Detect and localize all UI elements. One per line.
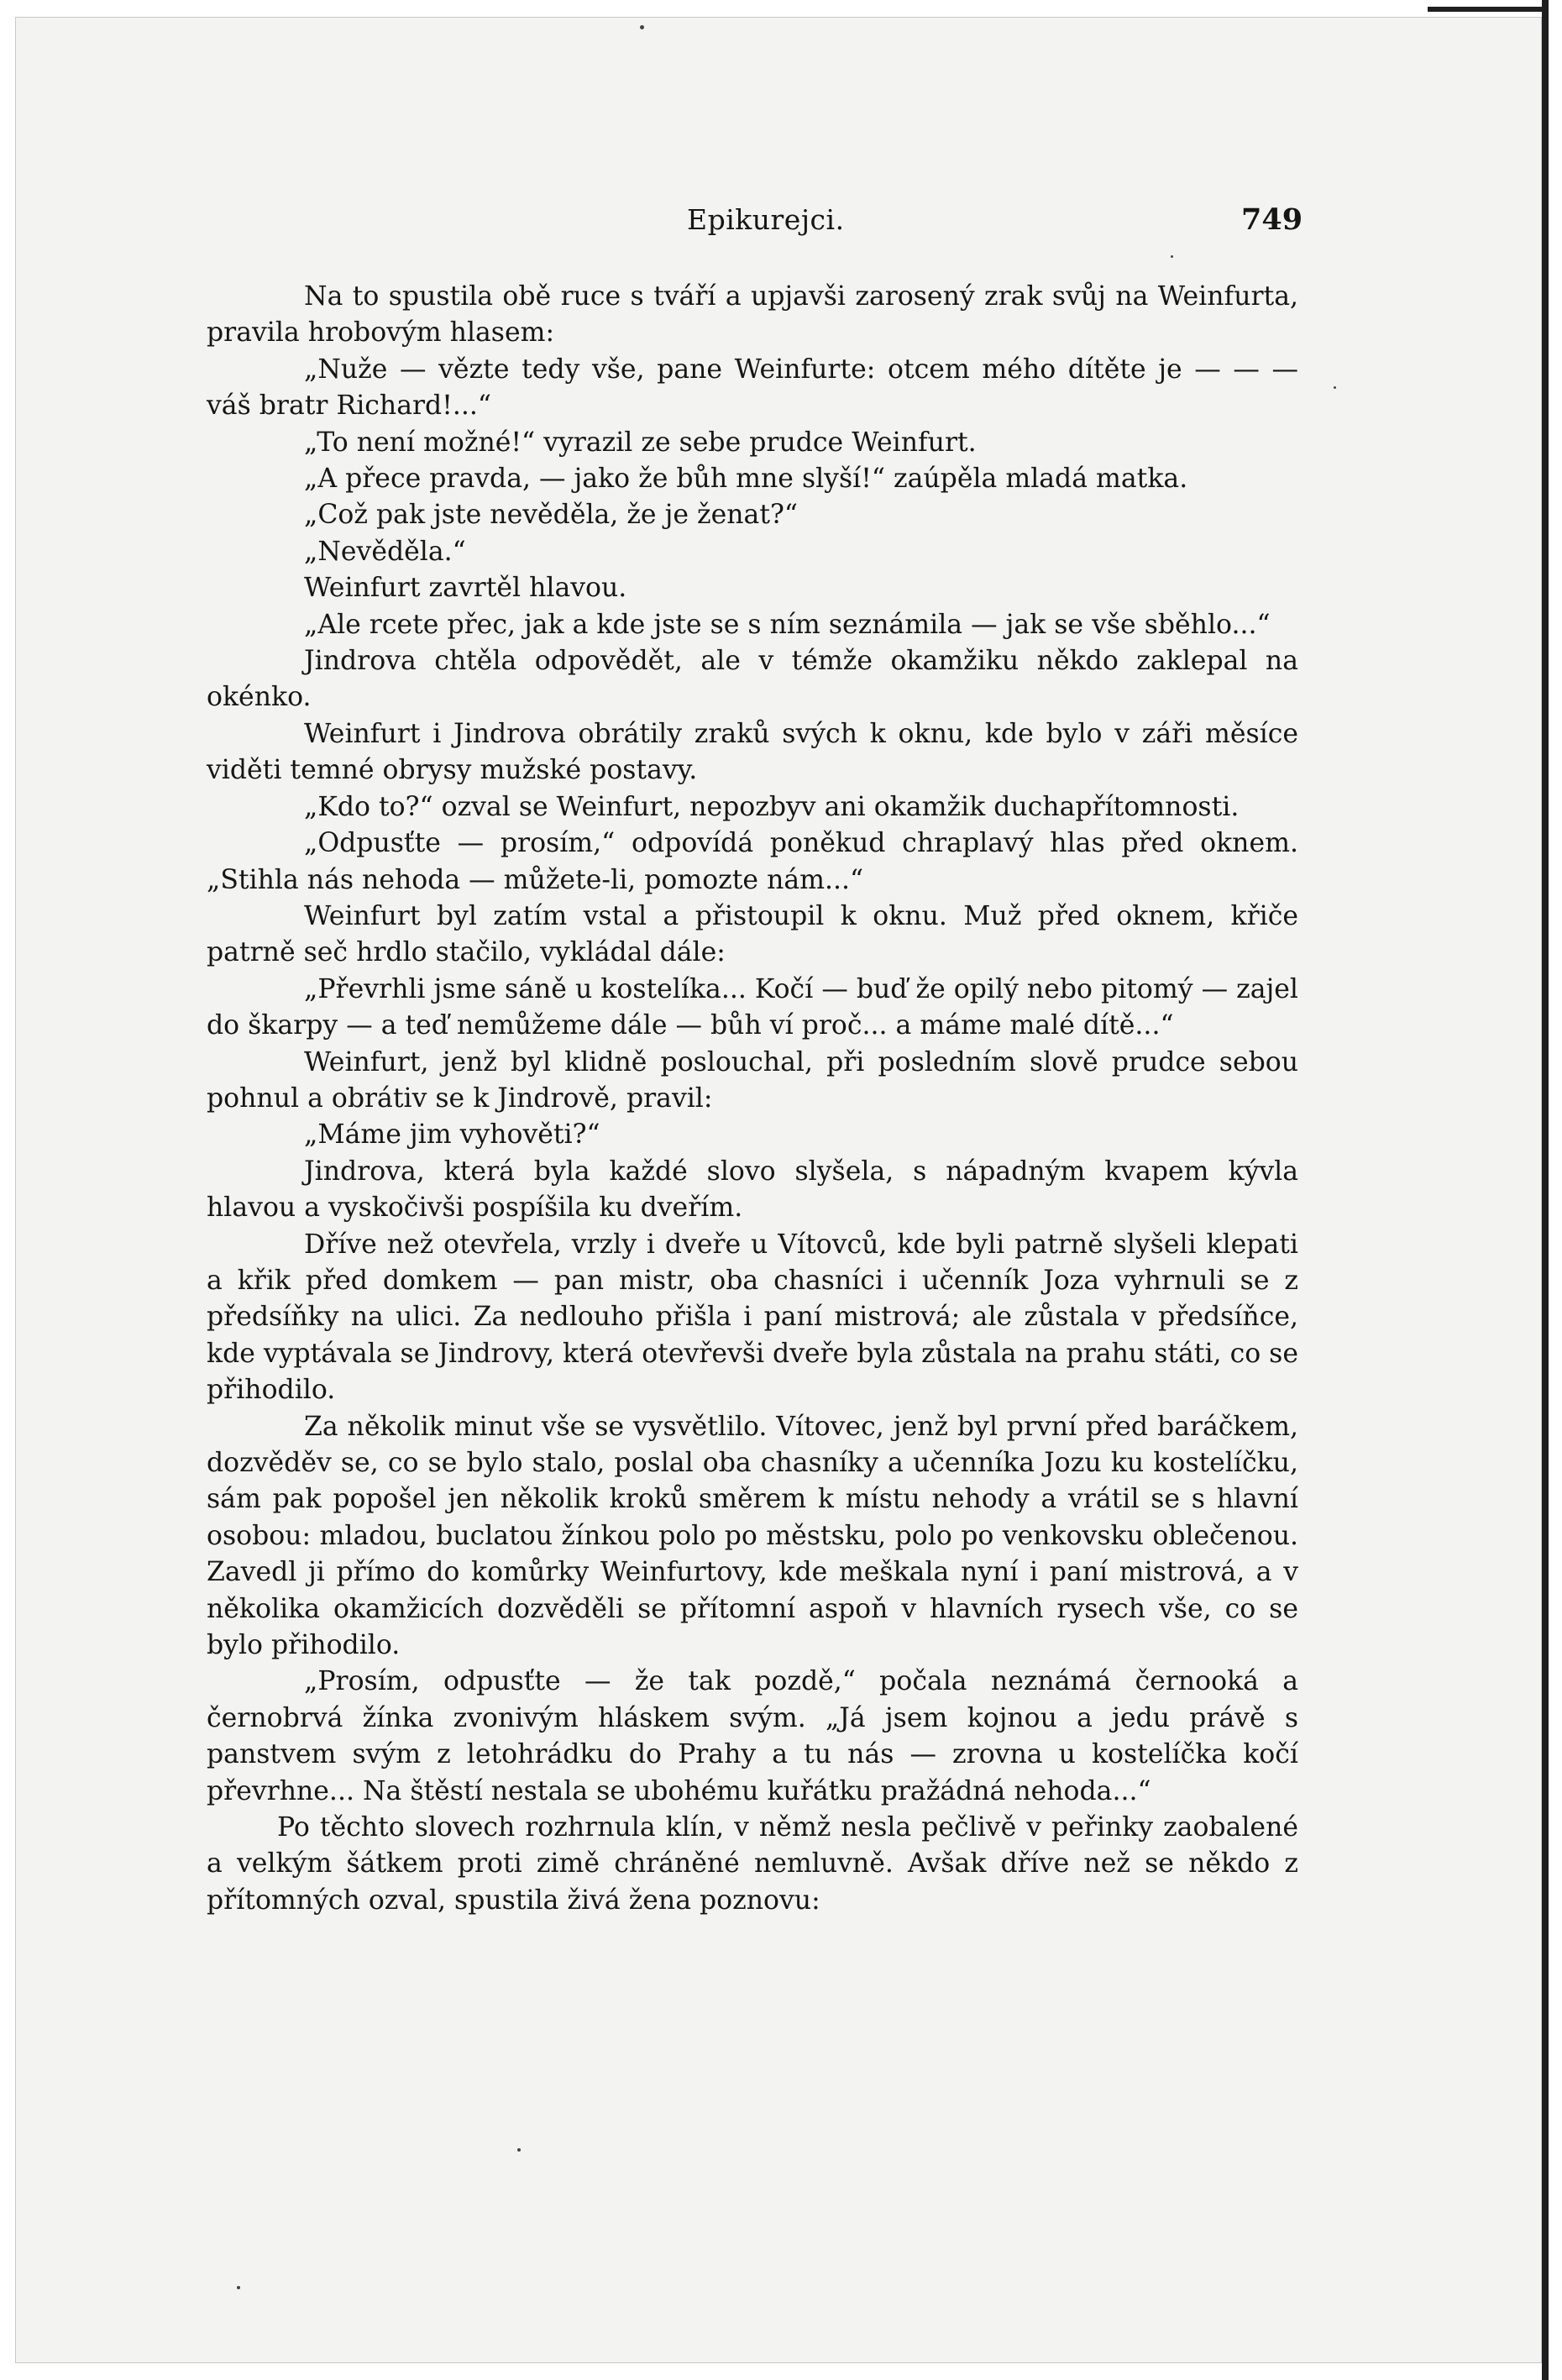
paper-speck [517, 2148, 521, 2152]
paragraph: „Nuže — vězte tedy vše, pane Weinfurte: otcem mého dítěte je — — — váš bratr Richard!...“ [207, 354, 1298, 422]
paragraph: „Převrhli jsme sáně u kostelíka... Kočí — buď že opilý nebo pitomý — zajel do škarpy — a teď nemůžeme dále — bůh ví proč... a máme malé dítě...“ [207, 973, 1298, 1041]
page-number: 749 [1241, 202, 1303, 237]
paragraph: „Prosím, odpusťte — že tak pozdě,“ počala neznámá černooká a černobrvá žínka zvonivým hláskem svým. „Já jsem kojnou a jedu právě s panstvem svým z letohrádku do Prahy a tu nás — zrovna u kostelíčka kočí převrhne... Na štěstí nestala se ubohému kuřátku pražádná nehoda...“ [207, 1666, 1298, 1806]
paragraph: „Kdo to?“ ozval se Weinfurt, nepozbyv ani okamžik duchapřítomnosti. [304, 791, 1240, 822]
paragraph: Jindrova, která byla každé slovo slyšela, s nápadným kvapem kývla hlavou a vyskočivši pospíšila ku dveřím. [207, 1156, 1298, 1224]
paragraph: Na to spustila obě ruce s tváří a upjavši zarosený zrak svůj na Weinfurta, pravila hrobovým hlasem: [207, 281, 1298, 349]
paragraph: „Ale rcete přec, jak a kde jste se s ním seznámila — jak se vše sběhlo...“ [304, 609, 1271, 640]
paragraph: „Nevěděla.“ [304, 536, 466, 567]
paragraph: „Odpusťte — prosím,“ odpovídá poněkud chraplavý hlas před oknem. „Stihla nás nehoda — můžete-li, pomozte nám...“ [207, 828, 1298, 895]
paragraph: „Což pak jste nevěděla, že je ženat?“ [304, 500, 798, 531]
page-edge-shadow [1542, 0, 1549, 2380]
paragraph: „A přece pravda, — jako že bůh mne slyší!“ zaúpěla mladá matka. [304, 464, 1188, 495]
page-edge-top [1428, 7, 1549, 12]
paragraph: Dříve než otevřela, vrzly i dveře u Vítovců, kde byli patrně slyšeli klepati a křik před domkem — pan mistr, oba chasníci i učenník Joza vyhrnuli se z předsíňky na ulici. Za nedlouho přišla i paní mistrová; ale zůstala v předsíňce, kde vyptávala se Jindrovy, která otevřevši dveře byla zůstala na prahu státi, co se přihodilo. [207, 1229, 1298, 1406]
body-text [207, 279, 1298, 1919]
paragraph: „To není možné!“ vyrazil ze sebe prudce Weinfurt. [304, 427, 977, 458]
paper-speck [1334, 386, 1336, 389]
paragraph: Weinfurt, jenž byl klidně poslouchal, při posledním slově prudce sebou pohnul a obrátiv se k Jindrově, pravil: [207, 1046, 1298, 1114]
paragraph: „Máme jim vyhověti?“ [304, 1119, 600, 1151]
paragraph: Jindrova chtěla odpovědět, ale v témže okamžiku někdo zaklepal na okénko. [207, 646, 1298, 713]
page-header [0, 199, 1562, 241]
paragraph: Po těchto slovech rozhrnula klín, v němž nesla pečlivě v peřinky zaobalené a velkým šátkem proti zimě chráněné nemluvně. Avšak dříve než se někdo z přítomných ozval, spustila živá žena poznovu: [207, 1812, 1298, 1916]
paragraph: Weinfurt zavrtěl hlavou. [304, 573, 627, 604]
paragraph: Za několik minut vše se vysvětlilo. Vítovec, jenž byl první před baráčkem, dozvěděv se, co se bylo stalo, poslal oba chasníky a učenníka Jozu ku kostelíčku, sám pak popošel jen několik kroků směrem k místu nehody a vrátil se s hlavní osobou: mladou, buclatou žínkou polo po městsku, polo po venkovsku oblečenou. Zavedl ji přímo do komůrky Weinfurtovy, kde meškala nyní i paní mistrová, a v několika okamžicích dozvěděli se přítomní aspoň v hlavních rysech vše, co se bylo přihodilo. [207, 1411, 1298, 1661]
paper-speck [640, 25, 644, 29]
paper-speck [1171, 255, 1173, 258]
paragraph: Weinfurt i Jindrova obrátily zraků svých k oknu, kde bylo v záři měsíce viděti temné obrysy mužské postavy. [207, 718, 1298, 786]
paragraph: Weinfurt byl zatím vstal a přistoupil k oknu. Muž před oknem, křiče patrně seč hrdlo stačilo, vykládal dále: [207, 900, 1298, 968]
running-head: Epikurejci. [687, 203, 845, 236]
paper-speck [237, 2286, 240, 2289]
